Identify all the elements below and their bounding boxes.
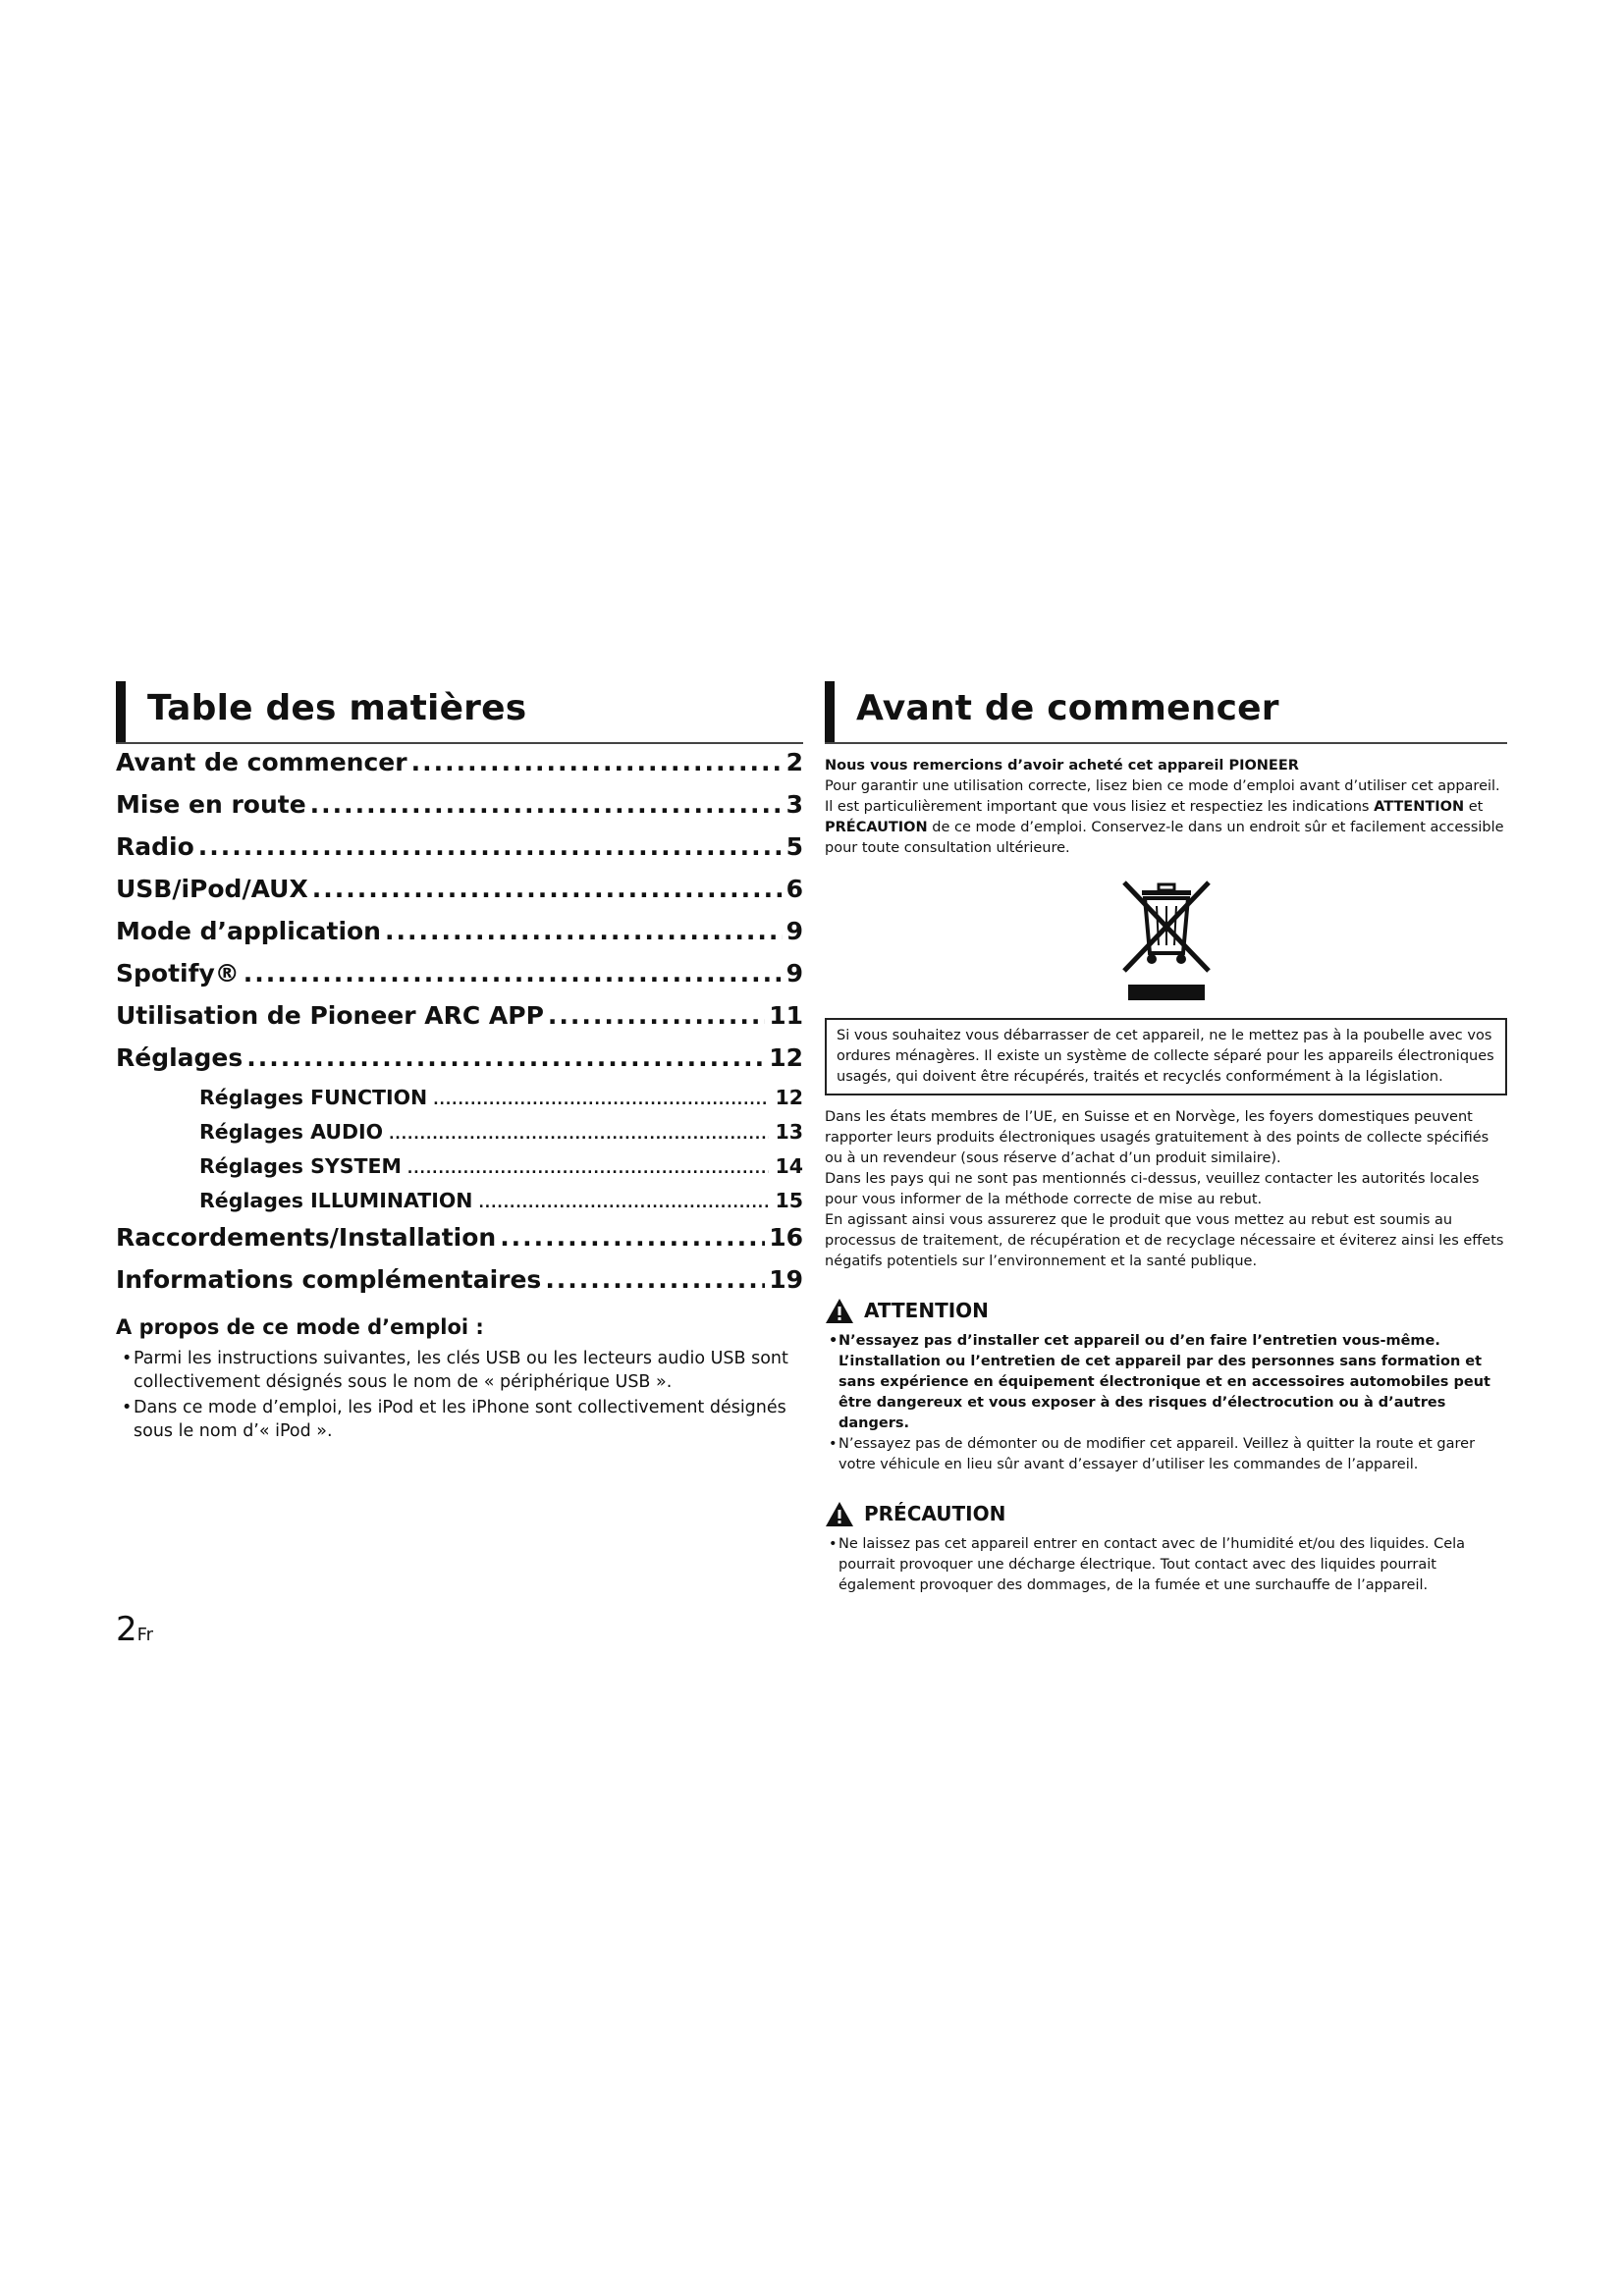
toc-entry-label: Avant de commencer <box>116 748 407 776</box>
toc-entry-page: 6 <box>785 875 803 903</box>
toc-entry[interactable] <box>116 875 803 917</box>
disposal-box: Si vous souhaitez vous débarrasser de cet appareil, ne le mettez pas à la poubelle avec vos ordures ménagères. Il existe un système de collecte séparé pour les appareils électroniques usagés, qui doivent être récupérés, traités et recyclés conformément à la législation. <box>825 1018 1507 1095</box>
intro-part: et <box>1468 799 1484 815</box>
toc-entry-page: 16 <box>769 1223 803 1252</box>
about-item: • Dans ce mode d’emploi, les iPod et les iPhone sont collectivement désignés sous le nom d’« iPod ». <box>116 1396 803 1443</box>
crossed-bin-icon <box>1112 877 1220 1004</box>
attention-heading <box>825 1296 1507 1325</box>
about-item: • Parmi les instructions suivantes, les clés USB ou les lecteurs audio USB sont collectivement désignés sous le nom de « périphérique USB ». <box>116 1347 803 1394</box>
about-title: A propos de ce mode d’emploi : <box>116 1315 484 1339</box>
toc-leader <box>407 1161 770 1177</box>
intro-attention-word: ATTENTION <box>1374 799 1465 815</box>
toc-leader <box>500 1223 765 1252</box>
warning-triangle-icon <box>825 1298 854 1324</box>
precaution-title: PRÉCAUTION <box>864 1502 1006 1525</box>
toc-entry-page: 19 <box>769 1265 803 1294</box>
disposal-text <box>825 1107 1507 1272</box>
toc-leader <box>310 790 783 819</box>
intro-body <box>825 776 1507 859</box>
toc-subentry[interactable] <box>199 1189 803 1223</box>
toc-entry-page: 9 <box>785 917 803 945</box>
toc-entry-page: 9 <box>785 959 803 988</box>
before-title: Avant de commencer <box>856 688 1279 728</box>
precaution-item: • Ne laissez pas cet appareil entrer en contact avec de l’humidité et/ou des liquides. Cela pourrait provoquer une décharge électrique. Tout contact avec des liquides pourrait également provoquer des dommages, de la fumée et une surchauffe de l’appareil. <box>825 1534 1507 1596</box>
toc-leader <box>246 1043 765 1072</box>
disposal-para: Dans les pays qui ne sont pas mentionnés ci-dessus, veuillez contacter les autorités locales pour vous informer de la méthode correcte de mise au rebut. <box>825 1171 1480 1207</box>
toc-subentry-label: Réglages SYSTEM <box>199 1154 402 1178</box>
toc-leader <box>244 959 783 988</box>
toc-entry-label: Mode d’application <box>116 917 381 945</box>
page-number: 2 <box>116 1610 137 1649</box>
toc-entry[interactable] <box>116 1265 803 1308</box>
toc-entry-label: Raccordements/Installation <box>116 1223 497 1252</box>
toc-entry-page: 2 <box>785 748 803 776</box>
toc-entry-page: 3 <box>785 790 803 819</box>
page-footer <box>116 1610 153 1649</box>
right-column <box>825 681 1507 1596</box>
intro-part: Pour garantir une utilisation correcte, lisez bien ce mode d’emploi avant d’utiliser cet appareil. Il est particulièrement important que vous lisiez et respectiez les indications <box>825 778 1500 815</box>
toc-subentry[interactable] <box>199 1120 803 1154</box>
toc-leader <box>411 748 783 776</box>
table-of-contents <box>116 748 803 1308</box>
toc-entry[interactable] <box>116 790 803 832</box>
toc-leader <box>478 1196 769 1211</box>
toc-entry-label: Radio <box>116 832 194 861</box>
attention-title: ATTENTION <box>864 1299 989 1322</box>
toc-entry-label: Utilisation de Pioneer ARC APP <box>116 1001 544 1030</box>
attention-item: • N’essayez pas de démonter ou de modifier cet appareil. Veillez à quitter la route et garer votre véhicule en lieu sûr avant d’essayer d’utiliser les commandes de l’appareil. <box>825 1434 1507 1475</box>
precaution-list <box>825 1534 1507 1596</box>
intro-lead: Nous vous remercions d’avoir acheté cet appareil PIONEER <box>825 758 1299 774</box>
heading-bar <box>825 681 835 742</box>
disposal-para: Dans les états membres de l’UE, en Suisse et en Norvège, les foyers domestiques peuvent rapporter leurs produits électroniques usagés gratuitement à des points de collecte spécifiés ou à un revendeur (sous réserve d’achat d’un produit similaire). <box>825 1109 1489 1166</box>
toc-leader <box>433 1093 769 1108</box>
disposal-para: En agissant ainsi vous assurerez que le produit que vous mettez au rebut est soumis au processus de traitement, de récupération et de recyclage nécessaire et éviterez ainsi les effets négatifs potentiels sur l’environnement et la santé publique. <box>825 1212 1504 1269</box>
toc-leader <box>389 1127 769 1143</box>
toc-subentry-label: Réglages ILLUMINATION <box>199 1189 473 1212</box>
toc-subentry-page: 15 <box>775 1189 803 1212</box>
before-heading <box>825 681 1507 744</box>
about-manual <box>116 1315 803 1443</box>
heading-bar <box>116 681 126 742</box>
toc-entry-page: 11 <box>769 1001 803 1030</box>
toc-leader <box>545 1265 765 1294</box>
page-language: Fr <box>136 1625 154 1645</box>
precaution-heading <box>825 1499 1507 1528</box>
toc-subentry-page: 13 <box>775 1120 803 1144</box>
toc-subentry[interactable] <box>199 1086 803 1120</box>
toc-leader <box>548 1001 765 1030</box>
left-column <box>116 681 803 1445</box>
toc-subentry-page: 12 <box>775 1086 803 1109</box>
toc-subentry-label: Réglages FUNCTION <box>199 1086 428 1109</box>
toc-subentry[interactable] <box>199 1154 803 1189</box>
toc-leader <box>312 875 783 903</box>
intro-precaution-word: PRÉCAUTION <box>825 820 928 835</box>
toc-entry[interactable] <box>116 917 803 959</box>
toc-entry[interactable] <box>116 1043 803 1086</box>
toc-entry[interactable] <box>116 1001 803 1043</box>
toc-entry[interactable] <box>116 748 803 790</box>
intro-part: de ce mode d’emploi. Conservez-le dans un endroit sûr et facilement accessible pour toute consultation ultérieure. <box>825 820 1504 856</box>
toc-entry[interactable] <box>116 1223 803 1265</box>
toc-entry[interactable] <box>116 959 803 1001</box>
toc-leader <box>385 917 783 945</box>
toc-entry-page: 12 <box>769 1043 803 1072</box>
toc-entry-label: Spotify® <box>116 959 240 988</box>
about-list <box>116 1347 803 1443</box>
toc-subentry-label: Réglages AUDIO <box>199 1120 384 1144</box>
intro-text <box>825 756 1507 859</box>
toc-entry-label: Réglages <box>116 1043 244 1072</box>
warning-triangle-icon <box>825 1501 854 1527</box>
toc-title: Table des matières <box>147 688 527 728</box>
toc-subentry-page: 14 <box>775 1154 803 1178</box>
attention-list <box>825 1331 1507 1475</box>
attention-item: • N’essayez pas d’installer cet appareil ou d’en faire l’entretien vous-même. L’installation ou l’entretien de cet appareil par des personnes sans formation et sans expérience en équipement électronique et en accessoires automobiles peut être dangereux et vous exposer à des risques d’électrocution ou à d’autres dangers. <box>825 1331 1507 1434</box>
toc-entry[interactable] <box>116 832 803 875</box>
toc-entry-label: Informations complémentaires <box>116 1265 542 1294</box>
toc-heading <box>116 681 803 744</box>
toc-entry-label: USB/iPod/AUX <box>116 875 308 903</box>
toc-entry-label: Mise en route <box>116 790 306 819</box>
toc-entry-page: 5 <box>785 832 803 861</box>
toc-leader <box>198 832 783 861</box>
